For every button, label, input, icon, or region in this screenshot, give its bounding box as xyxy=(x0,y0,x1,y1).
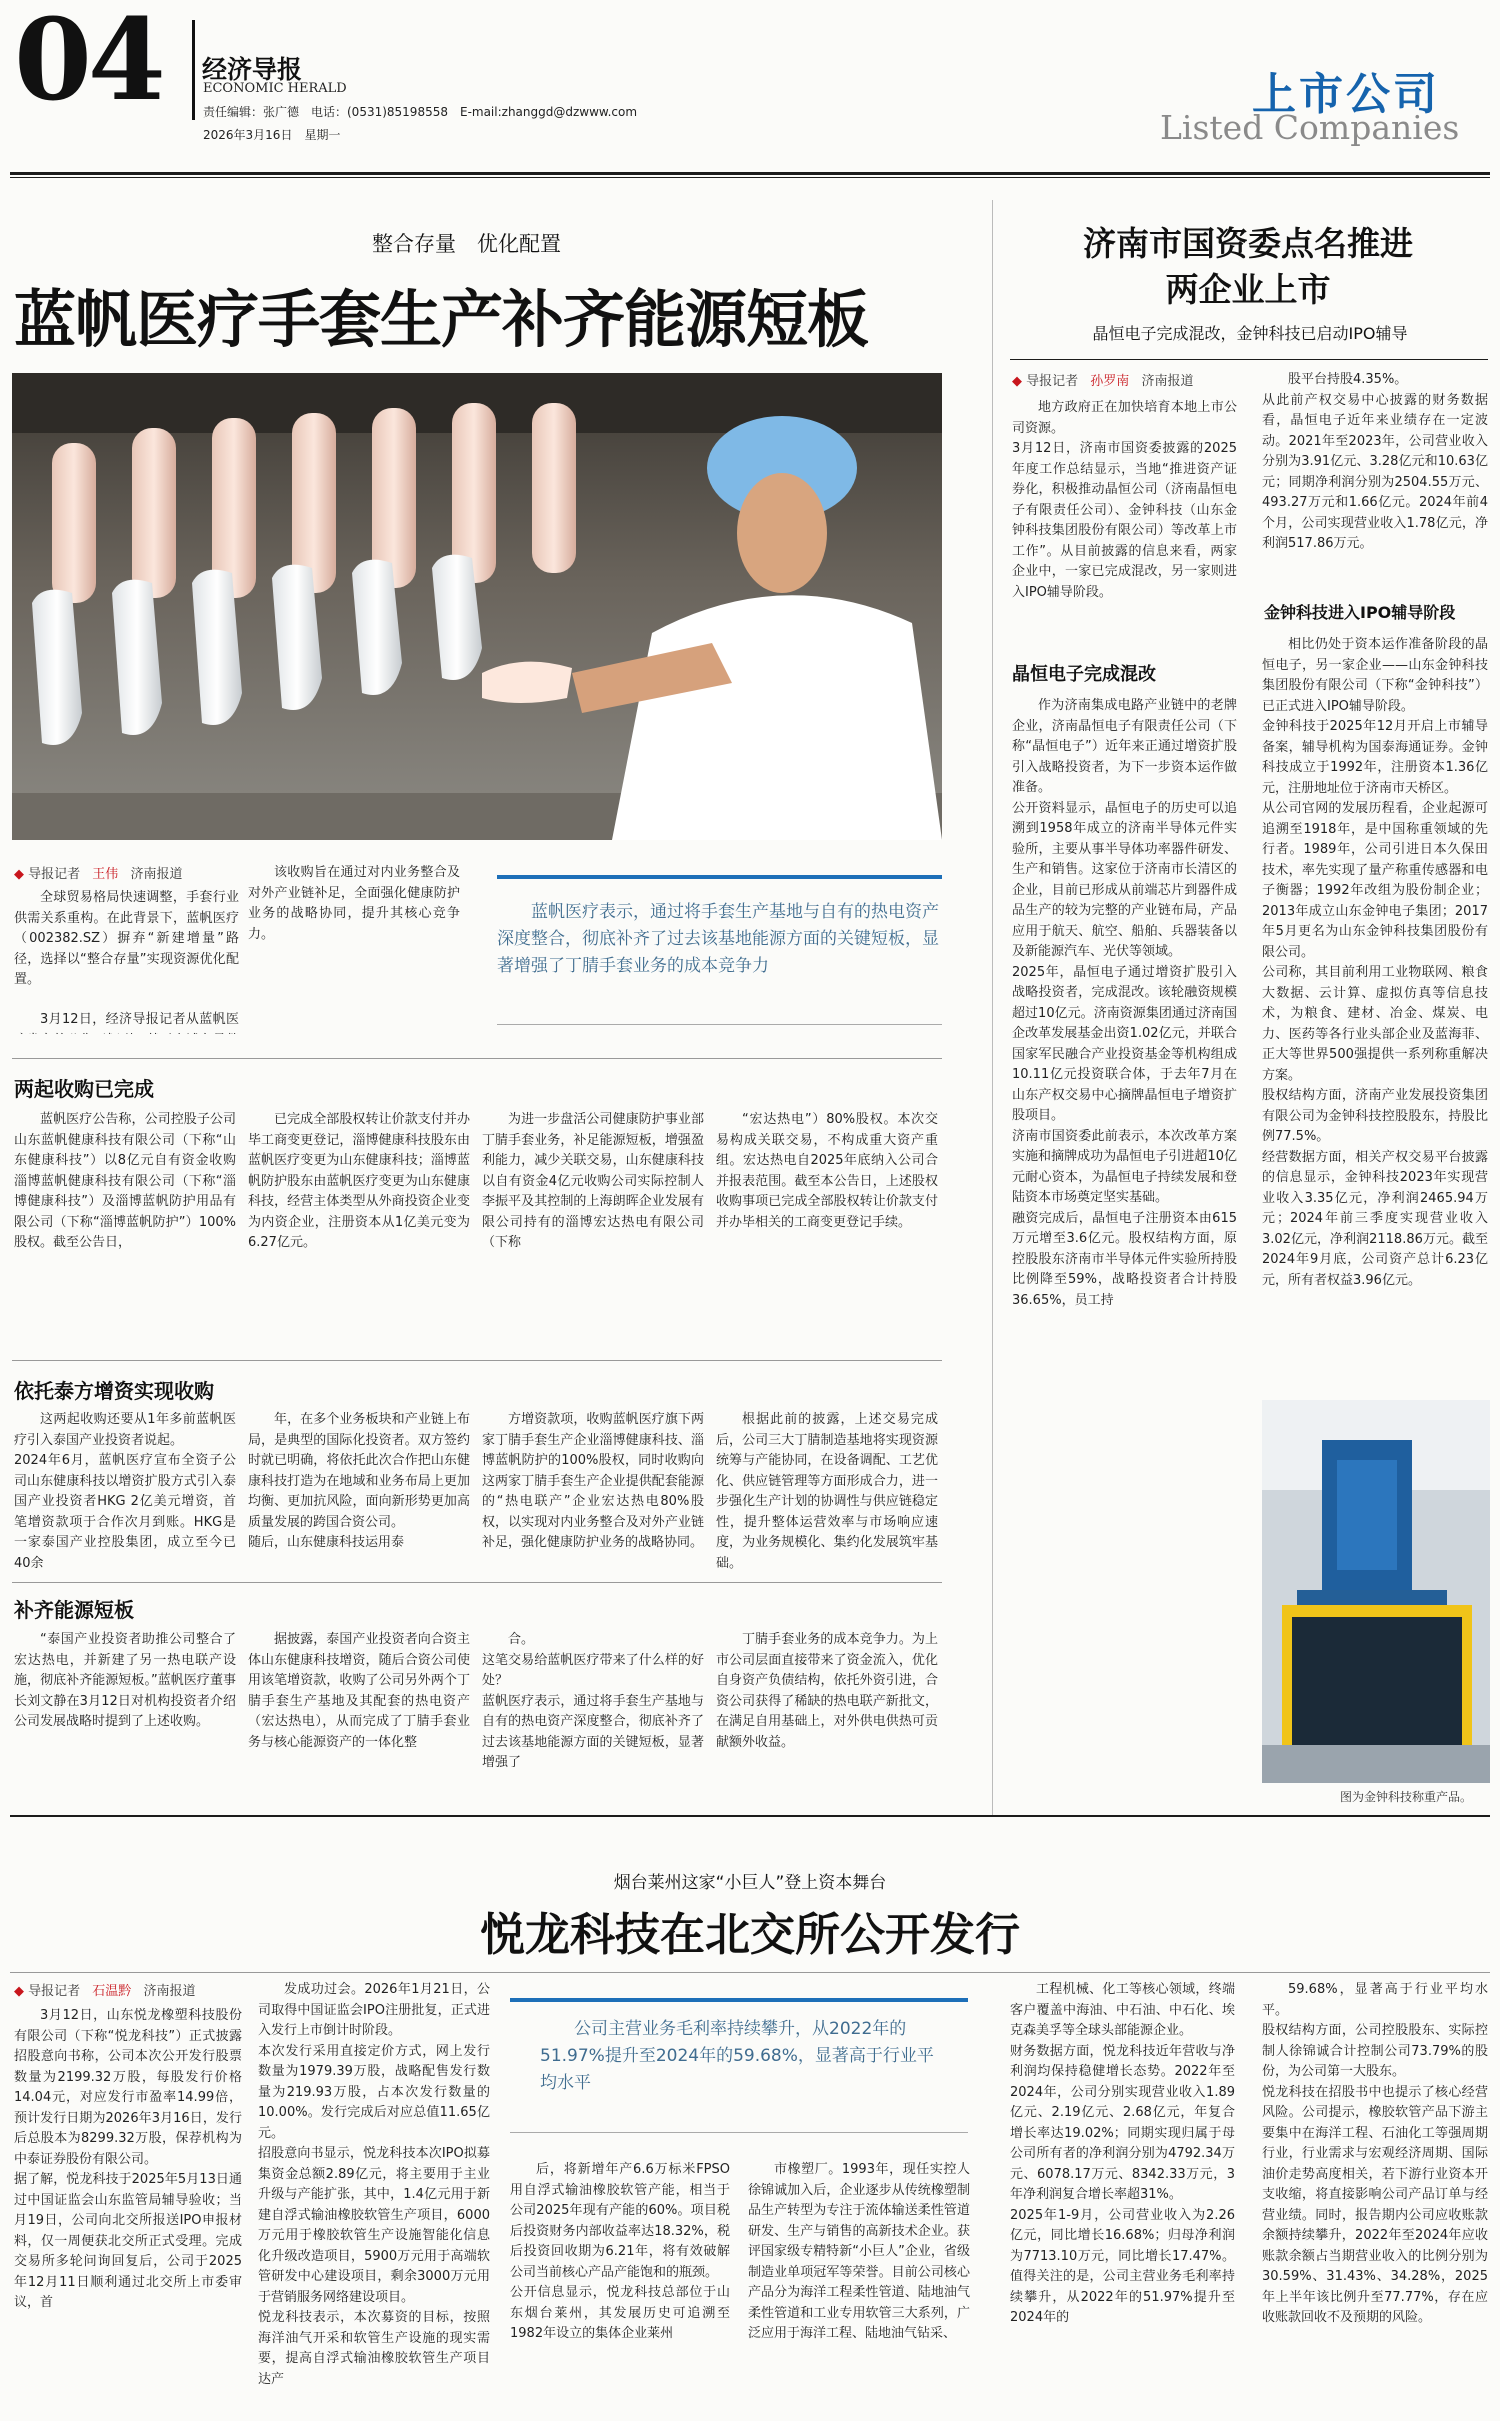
photo-illustration xyxy=(12,373,942,840)
a1-intro-col1b xyxy=(14,1010,239,1034)
a2-p2: 作为济南集成电路产业链中的老牌企业，济南晶恒电子有限责任公司（下称“晶恒电子”）近年来正通过增资扩股引入战略投资者，为下一步资本运作做准备。 公开资料显示，晶恒电子的历史可以追溯到1958年成立的济南半导体元件实验所，主要从事半导体功率器件研发、生产和销售。这家位于济南市长清区的企业，目前已形成从前端芯片到器件成品生产的较为完整的产业链布局，产品应用于航天、航空、船舶、兵器装备以及新能源汽车、光伏等领域。 2025年，晶恒电子通过增资扩股引入战略投资者，完成混改。该轮融资规模超过10亿元。济南资源集团通过济南国企改革发展基金出资1.02亿元，并联合国家军民融合产业投资基金等机构组成10.11亿元投资联合体，于去年7月在山东产权交易中心摘牌晶恒电子增资扩股项目。 济南市国资委此前表示，本次改革方案实施和摘牌成功为晶恒电子引进超10亿元耐心资本，为晶恒电子持续发展和登陆资本市场奠定坚实基础。 融资完成后，晶恒电子注册资本由615万元增至3.6亿元。股权结构方面，原控股股东济南市半导体元件实验所持股比例降至59%，战略投资者合计持股36.65%，员工持 xyxy=(1012,698,1237,1308)
reporter-name: 王伟 xyxy=(92,867,119,882)
a1-s2-col4 xyxy=(716,1410,938,1575)
a3-byline xyxy=(14,1980,195,1999)
reporter-name: 孙罗南 xyxy=(1090,374,1130,389)
a1-intro-p3: 该收购旨在通过对内业务整合及对外产业链补足，全面强化健康防护业务的战略协同，提升其核心竞争力。 xyxy=(248,865,460,942)
column-title-en: Listed Companies xyxy=(1160,108,1460,147)
a3-pull-quote xyxy=(510,1998,968,2133)
a2-col2-body xyxy=(1262,635,1488,1391)
a1-subhead-3: 补齐能源短板 xyxy=(14,1598,134,1622)
a3-col1 xyxy=(14,2006,242,2414)
a1-s1-col3 xyxy=(482,1110,704,1330)
a3-quote-text: 公司主营业务毛利率持续攀升，从2022年的51.97%提升至2024年的59.68%，显著高于行业平均水平 xyxy=(540,2019,934,2093)
masthead-divider xyxy=(192,20,195,120)
a3-p3: 后，将新增年产6.6万标米FPSO用自浮式输油橡胶软管产能，相当于公司2025年现有产能的60%。项目税后投资财务内部收益率达18.32%，税后投资回收期为6.21年，将有效破解公司当前核心产品产能饱和的瓶颈。 公开信息显示，悦龙科技总部位于山东烟台莱州，其发展历史可追溯至1982年设立的集体企业莱州 xyxy=(510,2162,730,2341)
a1-s1-p4: “宏达热电”）80%股权。本次交易构成关联交易，不构成重大资产重组。宏达热电自2025年底纳入公司合并报表范围。截至本公告日，上述股权收购事项已完成全部股权转让价款支付并办毕相关的工商变更登记手续。 xyxy=(716,1112,938,1230)
column-divider xyxy=(992,200,993,1815)
byline-location: 济南报道 xyxy=(130,867,183,882)
a3-p4: 市橡塑厂。1993年，现任实控人徐锦诚加入后，企业逐步从传统橡塑制品生产转型为专注于流体输送柔性管道研发、生产与销售的高新技术企业。获评国家级专精特新“小巨人”企业，省级制造业单项冠军等荣誉。目前公司核心产品分为海洋工程柔性管道、陆地油气柔性管道和工业专用软管三大系列，广泛应用于海洋工程、陆地油气钻采、 xyxy=(748,2162,970,2341)
a1-kicker: 整合存量 优化配置 xyxy=(372,232,561,256)
a1-s1-col1 xyxy=(14,1110,236,1330)
a1-intro-p2: 3月12日，经济导报记者从蓝帆医 xyxy=(40,1012,239,1027)
a1-s1-col4 xyxy=(716,1110,938,1330)
a3-col6 xyxy=(1262,1980,1488,2414)
a1-s1-p2: 已完成全部股权转让价款支付并办毕工商变更登记，淄博健康科技股东由蓝帆医疗变更为山东健康科技；淄博蓝帆防护股东由蓝帆医疗变更为山东健康科技，经营主体类型从外商投资企业变为内资企业，注册资本从1亿美元变为6.27亿元。 xyxy=(248,1112,470,1250)
a1-headline: 蓝帆医疗手套生产补齐能源短板 xyxy=(14,283,869,356)
a3-kicker: 烟台莱州这家“小巨人”登上资本舞台 xyxy=(613,1873,887,1893)
editor-line: 责任编辑：张广德 电话：(0531)85198558 E-mail:zhanggd@dzwww.com xyxy=(203,105,638,119)
a1-rule-2 xyxy=(12,1360,942,1361)
a1-s3-p2: 据披露，泰国产业投资者向合资主体山东健康科技增资，随后合资公司使用该笔增资款，收购了公司另外两个丁腈手套生产基地及其配套的热电资产（宏达热电），从而完成了丁腈手套业务与核心能源资产的一体化整 xyxy=(248,1632,470,1750)
reporter-name: 石温黔 xyxy=(92,1984,132,1999)
a1-pull-quote xyxy=(497,875,942,1025)
page-number: 04 xyxy=(14,0,162,126)
a1-subhead-2: 依托泰方增资实现收购 xyxy=(14,1379,214,1403)
a1-s3-col1 xyxy=(14,1630,236,1795)
a1-s2-p1: 这两起收购还要从1年多前蓝帆医疗引入泰国产业投资者说起。 2024年6月，蓝帆医疗宣布全资子公司山东健康科技以增资扩股方式引入泰国产业投资者HKG 2亿美元增资，首笔增资款项于合作次月到账。HKG是一家泰国产业控股集团，成立至今已40余 xyxy=(14,1412,236,1571)
masthead-rule-thin xyxy=(10,177,1490,178)
a1-s3-col4 xyxy=(716,1630,938,1795)
a1-byline xyxy=(14,863,182,882)
a1-quote-text: 蓝帆医疗表示，通过将手套生产基地与自有的热电资产深度整合，彻底补齐了过去该基地能源方面的关键短板，显著增强了丁腈手套业务的成本竞争力 xyxy=(497,902,939,976)
byline-location: 济南报道 xyxy=(1141,374,1194,389)
a2-byline xyxy=(1012,370,1193,389)
a2-col2-top xyxy=(1262,370,1488,595)
bottom-rule xyxy=(10,1815,1490,1817)
a2-col1-top xyxy=(1012,398,1237,643)
a1-s2-p2: 年，在多个业务板块和产业链上布局，是典型的国际化投资者。双方签约时就已明确，将依托此次合作把山东健康科技打造为在地域和业务布局上更加均衡、更加抗风险，面向新形势更加高质量发展的跨国合资公司。 随后，山东健康科技运用泰 xyxy=(248,1412,470,1550)
a2-p3: 股平台持股4.35%。 从此前产权交易中心披露的财务数据看，晶恒电子近年来业绩存在一定波动。2021年至2023年，公司营业收入分别为3.91亿元、3.28亿元和10.63亿元；同期净利润分别为2504.55万元、493.27万元和1.66亿元。2024年前4个月，公司实现营业收入1.78亿元，净利润517.86万元。 xyxy=(1262,372,1488,551)
a3-p6: 59.68%，显著高于行业平均水平。 股权结构方面，公司控股股东、实际控制人徐锦诚合计控制公司73.79%的股份，为公司第一大股东。 悦龙科技在招股书中也提示了核心经营风险。公司提示，橡胶软管产品下游主要集中在海洋工程、石油化工等强周期行业，行业需求与宏观经济周期、国际油价走势高度相关，若下游行业资本开支收缩，将直接影响公司产品订单与经营业绩。同时，报告期内公司应收账款余额持续攀升，2022年至2024年应收账款余额占当期营业收入的比例分别为30.59%、31.43%、34.28%，2025年上半年该比例升至77.77%，存在应收账款回收不及预期的风险。 xyxy=(1262,1982,1488,2325)
section-title-en: ECONOMIC HERALD xyxy=(203,81,347,96)
a3-headline: 悦龙科技在北交所公开发行 xyxy=(479,1908,1020,1961)
a1-s2-col3 xyxy=(482,1410,704,1575)
a1-s3-p3: 合。 这笔交易给蓝帆医疗带来了什么样的好处？ 蓝帆医疗表示，通过将手套生产基地与自有的热电资产深度整合，彻底补齐了过去该基地能源方面的关键短板，显著增强了 xyxy=(482,1632,704,1770)
a1-s2-p4: 根据此前的披露，上述交易完成后，公司三大丁腈制造基地将实现资源统筹与产能协同，在设备调配、工艺优化、供应链管理等方面形成合力，进一步强化生产计划的协调性与供应链稳定性，提升整体运营效率与市场响应速度，为业务规模化、集约化发展筑牢基础。 xyxy=(716,1412,938,1571)
a3-p1: 3月12日，山东悦龙橡塑科技股份有限公司（下称“悦龙科技”）正式披露招股意向书称，公司本次公开发行股票数量为2199.32万股，每股发行价格14.04元，对应发行市盈率14.99倍，预计发行日期为2026年3月16日，发行后总股本为8299.32万股，保荐机构为中泰证券股份有限公司。 据了解，悦龙科技于2025年5月13日通过中国证监会山东监管局辅导验收；当月19日，公司向北交所报送IPO申报材料，仅一周便获北交所正式受理。完成交易所多轮问询回复后，公司于2025年12月11日顺利通过北交所上市委审议，首 xyxy=(14,2008,242,2310)
a1-s3-p1: “泰国产业投资者助推公司整合了宏达热电，并新建了另一热电联产设施，彻底补齐能源短板。”蓝帆医疗董事长刘文静在3月12日对机构投资者介绍公司发展战略时提到了上述收购。 xyxy=(14,1632,236,1729)
a2-subhead-2: 金钟科技进入IPO辅导阶段 xyxy=(1264,603,1456,622)
a2-photo-caption: 图为金钟科技称重产品。 xyxy=(1340,1790,1473,1804)
byline-location: 济南报道 xyxy=(143,1984,196,1999)
a1-s2-col1 xyxy=(14,1410,236,1575)
a3-col4 xyxy=(748,2160,970,2414)
glove-factory-photo xyxy=(12,373,942,840)
weighing-product-photo xyxy=(1262,1400,1490,1783)
byline-prefix: 导报记者 xyxy=(1026,374,1079,389)
a3-rule-top xyxy=(10,1972,1490,1973)
byline-marker-icon: ◆ xyxy=(14,1984,24,1999)
a2-p1: 地方政府正在加快培育本地上市公司资源。 3月12日，济南市国资委披露的2025年度工作总结显示，当地“推进资产证券化，积极推动晶恒公司（济南晶恒电子有限责任公司）、金钟科技（山东金钟科技集团股份有限公司）等改革上市工作”。从目前披露的信息来看，两家企业中，一家已完成混改，另一家则进入IPO辅导阶段。 xyxy=(1012,400,1237,600)
a1-subhead-1: 两起收购已完成 xyxy=(14,1077,154,1101)
byline-prefix: 导报记者 xyxy=(28,1984,81,1999)
byline-marker-icon: ◆ xyxy=(14,867,24,882)
a2-headline-2: 两企业上市 xyxy=(1165,270,1331,309)
byline-prefix: 导报记者 xyxy=(28,867,81,882)
column-title: 上市公司 xyxy=(1252,69,1440,120)
a2-col1-body xyxy=(1012,696,1237,1412)
a1-rule-3 xyxy=(12,1582,942,1583)
section-title: 经济导报 xyxy=(202,55,303,84)
a2-headline-1: 济南市国资委点名推进 xyxy=(1083,224,1413,263)
a1-s3-p4: 丁腈手套业务的成本竞争力。为上市公司层面直接带来了资金流入，优化自身资产负债结构，依托外资引进，合资公司获得了稀缺的热电联产新批文，在满足自用基础上，对外供电供热可贡献额外收益。 xyxy=(716,1632,938,1750)
a1-intro-col1 xyxy=(14,888,239,1028)
a1-s3-col2 xyxy=(248,1630,470,1795)
a1-s1-p3: 为进一步盘活公司健康防护事业部丁腈手套业务，补足能源短板，增强盈利能力，减少关联交易，山东健康科技以自有资金4亿元收购公司实际控制人李振平及其控制的上海朗晖企业发展有限公司持有的淄博宏达热电有限公司（下称 xyxy=(482,1112,704,1250)
date-line: 2026年3月16日 星期一 xyxy=(203,128,341,142)
a1-intro-col2 xyxy=(248,863,460,1035)
a1-s1-col2 xyxy=(248,1110,470,1330)
a3-p2: 发成功过会。2026年1月21日，公司取得中国证监会IPO注册批复，正式进入发行上市倒计时阶段。 本次发行采用直接定价方式，网上发行数量为1979.39万股，战略配售发行数量为219.93万股，占本次发行数量的10.00%。发行完成后对应总值11.65亿元。 招股意向书显示，悦龙科技本次IPO拟募集资金总额2.89亿元，将主要用于主业升级与产能扩张，其中，1.4亿元用于新建自浮式输油橡胶软管生产项目，6000万元用于橡胶软管生产设施智能化信息化升级改造项目，5900万元用于高端软管研发中心建设项目，剩余3000万元用于营销服务网络建设项目。 悦龙科技表示，本次募资的目标，按照海洋油气开采和软管生产设施的现实需要，提高自浮式输油橡胶软管生产项目达产 xyxy=(258,1982,490,2387)
byline-marker-icon: ◆ xyxy=(1012,374,1022,389)
a2-subhead-1: 晶恒电子完成混改 xyxy=(1012,664,1156,685)
a2-subheadline: 晶恒电子完成混改，金钟科技已启动IPO辅导 xyxy=(1092,324,1408,343)
a2-p4: 相比仍处于资本运作准备阶段的晶恒电子，另一家企业——山东金钟科技集团股份有限公司（下称“金钟科技”）已正式进入IPO辅导阶段。 金钟科技于2025年12月开启上市辅导备案，辅导机构为国泰海通证券。金钟科技成立于1992年，注册资本1.36亿元，注册地址位于济南市天桥区。 从公司官网的发展历程看，企业起源可追溯至1918年，是中国称重领域的先行者。1989年，公司引进日本久保田技术，率先实现了量产称重传感器和电子衡器；1992年改组为股份制企业；2013年成立山东金钟电子集团；2017年5月更名为山东金钟科技集团股份有限公司。 公司称，其目前利用工业物联网、粮食大数据、云计算、虚拟仿真等信息技术，为粮食、建材、冶金、煤炭、电力、医药等各行业头部企业及蓝海菲、正大等世界500强提供一系列称重解决方案。 股权结构方面，济南产业发展投资集团有限公司为金钟科技控股股东，持股比例77.5%。 经营数据方面，相关产权交易平台披露的信息显示，金钟科技2023年实现营业收入3.35亿元，净利润2465.94万元；2024年前三季度实现营业收入3.02亿元，净利润2118.86万元。截至2024年9月底，公司资产总计6.23亿元，所有者权益3.96亿元。 xyxy=(1262,637,1488,1288)
a2-rule-top xyxy=(1010,359,1488,360)
photo-illustration xyxy=(1262,1400,1490,1783)
a1-intro-p1: 全球贸易格局快速调整，手套行业供需关系重构。在此背景下，蓝帆医疗（002382.SZ）摒弃“新建增量”路径，选择以“整合存量”实现资源优化配置。 xyxy=(14,890,239,987)
a3-col3 xyxy=(510,2160,730,2414)
a1-rule-1 xyxy=(12,1058,942,1059)
a1-s2-col2 xyxy=(248,1410,470,1575)
masthead-rule xyxy=(10,172,1490,175)
a3-p5: 工程机械、化工等核心领域，终端客户覆盖中海油、中石油、中石化、埃克森美孚等全球头部能源企业。 财务数据方面，悦龙科技近年营收与净利润均保持稳健增长态势。2022年至2024年，公司分别实现营业收入1.89亿元、2.19亿元、2.68亿元，年复合增长率达19.02%；同期实现归属于母公司所有者的净利润分别为4792.34万元、6078.17万元、8342.33万元，3年净利润复合增长率超31%。 2025年1-9月，公司营业收入为2.26亿元，同比增长16.68%；归母净利润为7713.10万元，同比增长17.47%。值得关注的是，公司主营业务毛利率持续攀升，从2022年的51.97%提升至2024年的 xyxy=(1010,1982,1235,2325)
a3-col5 xyxy=(1010,1980,1235,2414)
a3-col2 xyxy=(258,1980,490,2414)
a1-s1-p1: 蓝帆医疗公告称，公司控股子公司山东蓝帆健康科技有限公司（下称“山东健康科技”）以8亿元自有资金收购淄博蓝帆健康科技有限公司（下称“淄博健康科技”）及淄博蓝帆防护用品有限公司（下称“淄博蓝帆防护”）100%股权。截至公告日， xyxy=(14,1112,236,1250)
a1-s3-col3 xyxy=(482,1630,704,1795)
a1-s2-p3: 方增资款项，收购蓝帆医疗旗下两家丁腈手套生产企业淄博健康科技、淄博蓝帆防护的100%股权，同时收购向这两家丁腈手套生产企业提供配套能源的“热电联产”企业宏达热电80%股权，以实现对内业务整合及对外产业链补足，强化健康防护业务的战略协同。 xyxy=(482,1412,704,1550)
